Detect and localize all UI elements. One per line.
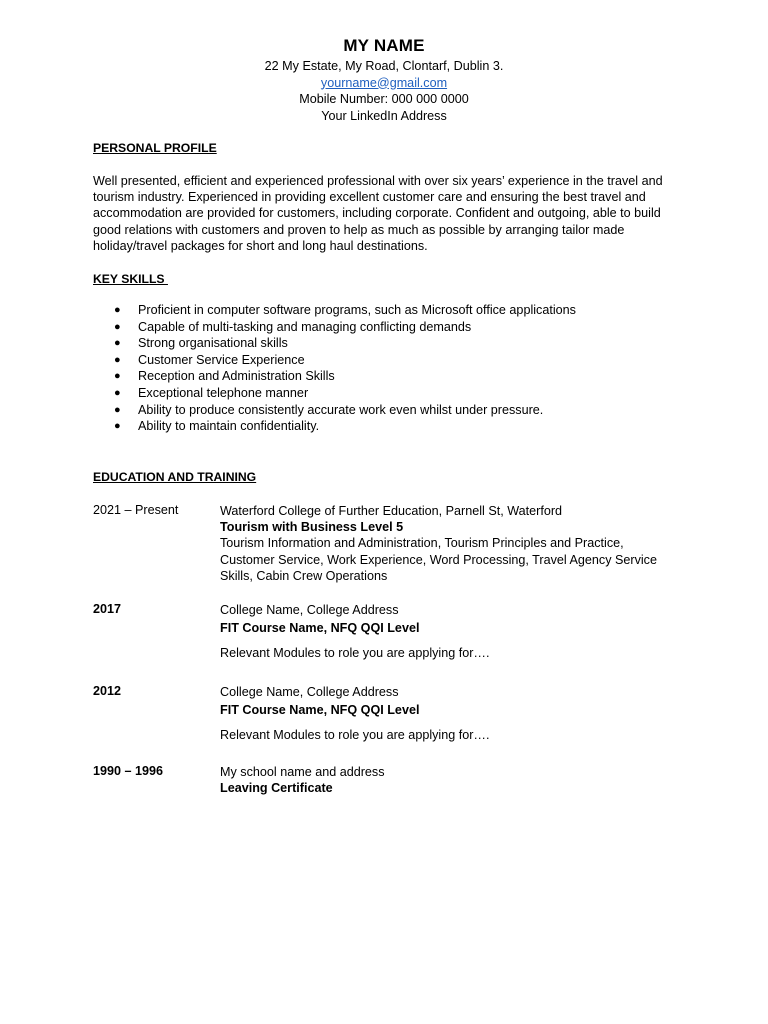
bullet-icon: ●	[114, 403, 121, 416]
skill-item: ● Ability to produce consistently accurate work even whilst under pressure.	[114, 402, 544, 417]
bullet-icon: ●	[114, 304, 121, 316]
education-date: 1990 – 1996	[93, 764, 164, 778]
institution: College Name, College Address	[220, 685, 399, 699]
personal-profile-text: Well presented, efficient and experienced professional with over six years’ experience in the travel and tourism industry. Experienced in providing excellent customer care and ensuring the best travel and accommodation are provided for customers, including corporate. Confident and outgoing, able to build good relations with customers and proven to help as much as possible by arranging tailor made holiday/travel packages for short and long haul destinations.	[93, 174, 663, 253]
institution: Waterford College of Further Education, Parnell St, Waterford	[220, 504, 563, 518]
skill-item: ● Capable of multi-tasking and managing conflicting demands	[114, 319, 472, 334]
skill-item: ● Strong organisational skills	[114, 336, 288, 351]
course-modules: Relevant Modules to role you are applying for….	[220, 646, 490, 661]
skill-item: ● Reception and Administration Skills	[114, 369, 335, 384]
candidate-name: MY NAME	[343, 36, 425, 55]
education-details	[220, 684, 670, 744]
education-heading: EDUCATION AND TRAINING	[93, 470, 257, 484]
bullet-icon: ●	[114, 320, 121, 333]
education-details	[220, 764, 670, 796]
skill-item: ● Proficient in computer software programs, such as Microsoft office applications	[114, 303, 576, 317]
skill-item: ● Exceptional telephone manner	[114, 385, 309, 400]
education-date: 2021 – Present	[93, 503, 179, 517]
bullet-icon: ●	[114, 386, 121, 399]
course-modules: Tourism Information and Administration, Tourism Principles and Practice, Customer Service, Work Experience, Word Processing, Travel Agency Service Skills, Cabin Crew Operations	[220, 536, 657, 583]
key-skills-list	[93, 302, 576, 435]
personal-profile-heading: PERSONAL PROFILE	[93, 141, 217, 155]
course-title: Leaving Certificate	[220, 781, 333, 796]
address-line: 22 My Estate, My Road, Clontarf, Dublin 3.	[264, 59, 504, 73]
education-date: 2012	[93, 684, 122, 698]
bullet-icon: ●	[114, 353, 121, 366]
mobile-line: Mobile Number: 000 000 0000	[299, 92, 469, 106]
education-date: 2017	[93, 602, 122, 616]
course-modules: Relevant Modules to role you are applying for….	[220, 728, 490, 743]
key-skills-heading: KEY SKILLS	[93, 272, 168, 286]
institution: My school name and address	[220, 765, 385, 779]
linkedin-line: Your LinkedIn Address	[321, 108, 447, 123]
email-link[interactable]: yourname@gmail.com	[320, 75, 448, 90]
bullet-icon: ●	[114, 420, 121, 433]
contact-block	[0, 58, 768, 124]
institution: College Name, College Address	[220, 603, 399, 617]
skill-item: ● Ability to maintain confidentiality.	[114, 419, 320, 434]
skill-item: ● Customer Service Experience	[114, 352, 305, 367]
education-details	[220, 503, 670, 584]
education-details	[220, 602, 670, 662]
bullet-icon: ●	[114, 337, 121, 350]
bullet-icon: ●	[114, 370, 121, 383]
course-title: FIT Course Name, NFQ QQI Level	[220, 621, 420, 636]
course-title: Tourism with Business Level 5	[220, 520, 404, 535]
course-title: FIT Course Name, NFQ QQI Level	[220, 703, 420, 718]
